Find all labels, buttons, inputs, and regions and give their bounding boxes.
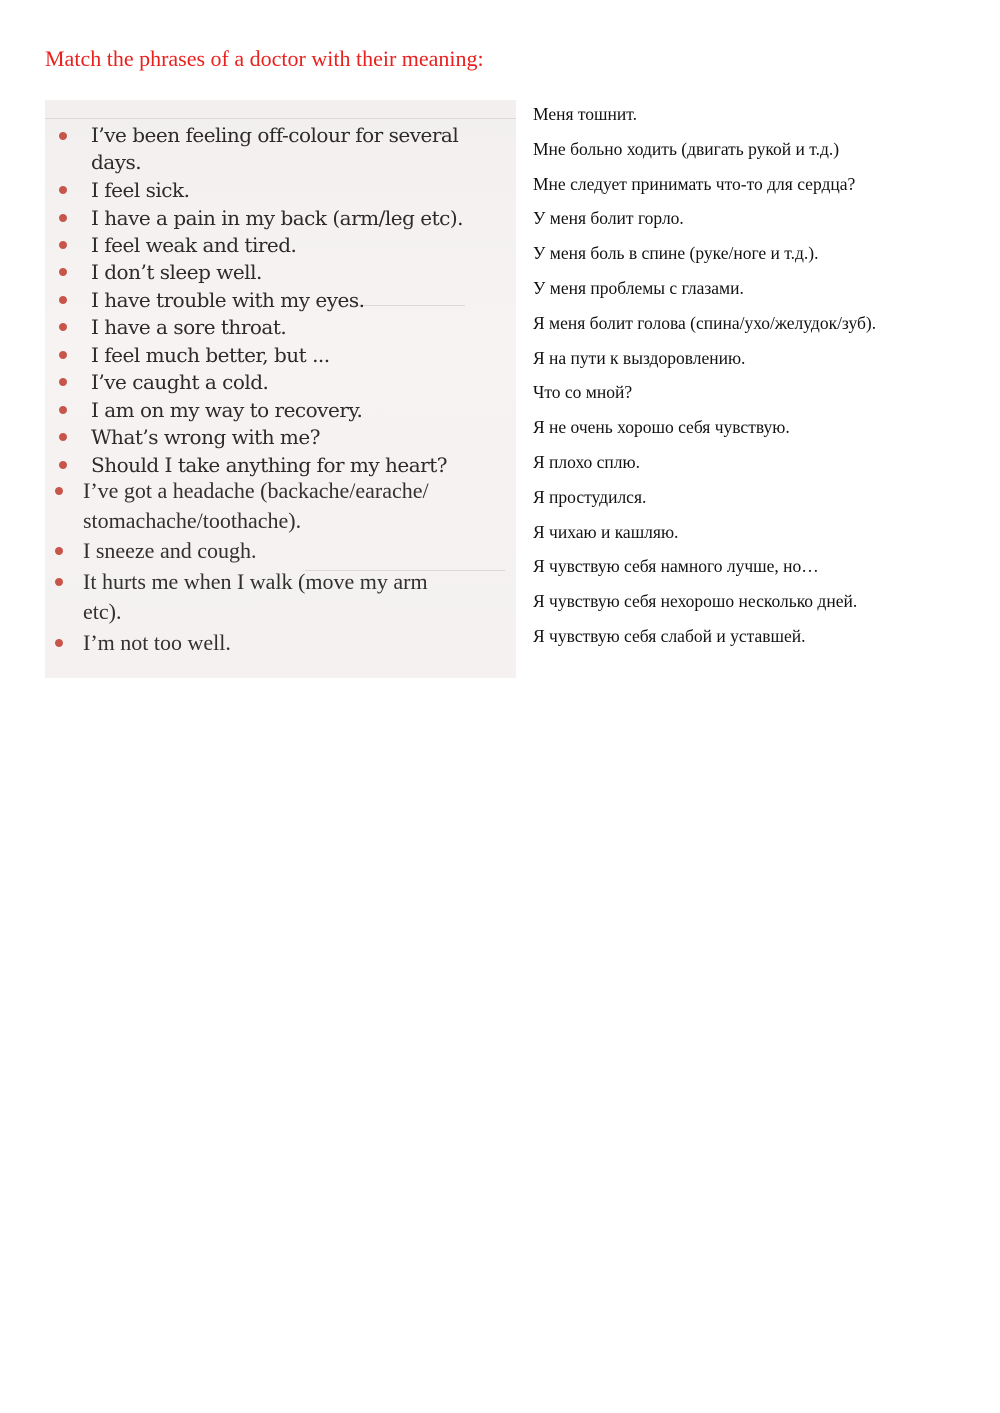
phrase-text: What’s wrong with me? (91, 425, 320, 449)
meaning-item[interactable]: Я простудился. (533, 486, 647, 507)
phrase-text: I have a pain in my back (arm/leg etc). (91, 206, 463, 230)
bullet-icon (55, 547, 63, 555)
bullet-icon (55, 487, 63, 495)
meaning-item[interactable]: Я чувствую себя нехорошо несколько дней. (533, 591, 858, 612)
phrase-text: I’ve got a headache (backache/earache/ stomachache/toothache). (83, 478, 429, 533)
bullet-icon (59, 323, 67, 331)
meaning-item[interactable]: Мне больно ходить (двигать рукой и т.д.) (533, 138, 840, 159)
meaning-item[interactable]: Я на пути к выздоровлению. (533, 347, 746, 368)
meaning-item[interactable]: У меня боль в спине (руке/ноге и т.д.). (533, 243, 819, 264)
phrase-text: I’ve caught a cold. (91, 370, 269, 394)
bullet-icon (55, 578, 63, 586)
phrase-text: It hurts me when I walk (move my arm etc). (83, 569, 428, 624)
phrase-text: I feel weak and tired. (91, 233, 297, 257)
bullet-icon (59, 378, 67, 386)
bullet-icon (59, 132, 67, 140)
bullet-icon (59, 433, 67, 441)
meaning-item[interactable]: Я плохо сплю. (533, 451, 640, 472)
phrase-text: Should I take anything for my heart? (91, 453, 447, 477)
phrase-text: I don’t sleep well. (91, 260, 262, 284)
bullet-icon (59, 214, 67, 222)
meaning-item[interactable]: Мне следует принимать что-то для сердца? (533, 173, 856, 194)
bullet-icon (59, 241, 67, 249)
phrase-text: I have trouble with my eyes. (91, 288, 365, 312)
bullet-icon (59, 268, 67, 276)
meaning-item[interactable]: Я чихаю и кашляю. (533, 521, 679, 542)
meaning-item[interactable]: У меня болит горло. (533, 208, 684, 229)
phrase-text: I am on my way to recovery. (91, 398, 363, 422)
bullet-icon (59, 186, 67, 194)
meaning-item[interactable]: Я меня болит голова (спина/ухо/желудок/зуб). (533, 312, 877, 333)
phrase-text: I’m not too well. (83, 630, 231, 655)
bullet-icon (59, 461, 67, 469)
phrase-text: I feel much better, but ... (91, 343, 330, 367)
bullet-icon (59, 406, 67, 414)
meanings-list (533, 102, 876, 659)
meaning-item[interactable]: Я чувствую себя слабой и уставшей. (533, 625, 806, 646)
meaning-item[interactable]: У меня проблемы с глазами. (533, 277, 744, 298)
page-title: Match the phrases of a doctor with their meaning: (45, 46, 484, 71)
meaning-item[interactable]: Что со мной? (533, 382, 633, 403)
phrase-text: I have a sore throat. (91, 315, 287, 339)
phrase-text: I feel sick. (91, 178, 190, 202)
scan-artifact-line (45, 118, 516, 119)
textbook-scan-image (45, 100, 516, 678)
meaning-item[interactable]: Я чувствую себя намного лучше, но… (533, 556, 819, 577)
phrase-text: I sneeze and cough. (83, 538, 257, 563)
phrase-text: I’ve been feeling off-colour for several days. (91, 123, 459, 174)
meaning-item[interactable]: Меня тошнит. (533, 104, 637, 124)
bullet-icon (59, 351, 67, 359)
meaning-item[interactable]: Я не очень хорошо себя чувствую. (533, 417, 790, 438)
bullet-icon (55, 639, 63, 647)
bullet-icon (59, 296, 67, 304)
